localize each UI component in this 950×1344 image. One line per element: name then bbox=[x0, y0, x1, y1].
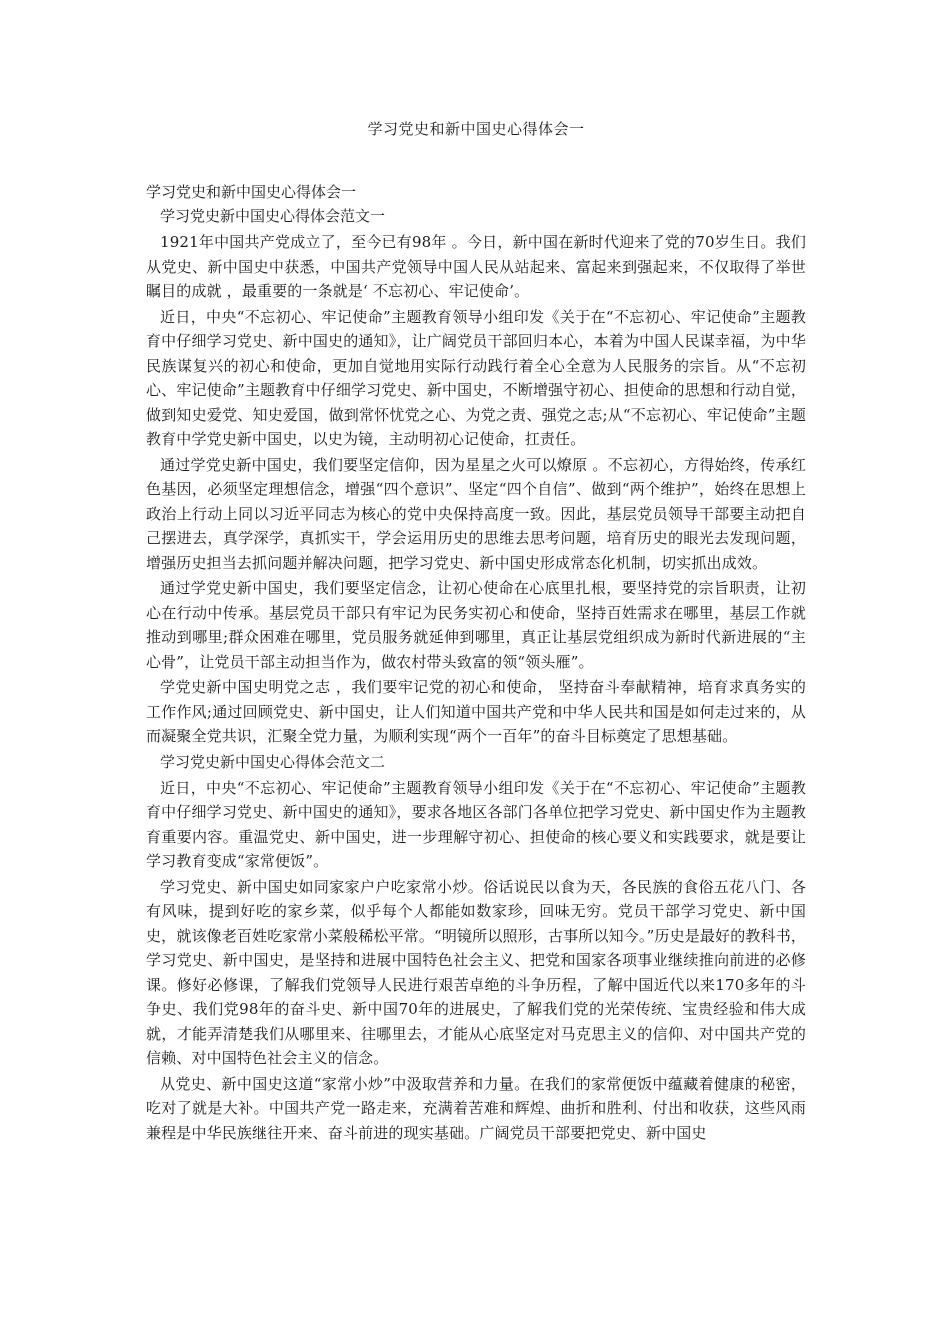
section-subtitle: 学习党史新中国史心得体会范文二 bbox=[160, 752, 386, 771]
document-page bbox=[146, 118, 806, 1146]
paragraph: 近日，中央“不忘初心、牢记使命”主题教育领导小组印发《关于在“不忘初心、牢记使命”主题教育中仔细学习党史、新中国史的通知》，要求各地区各部门各单位把学习党史、新中国史作为主题教育重要内容。重温党史、新中国史，进一步理解守初心、担使命的核心要义和实践要求，就是要让学习教育变成“家常便饭”。 bbox=[146, 778, 806, 870]
paragraph: 学党史新中国史明党之志 ，我们要牢记党的初心和使命， 坚持奋斗奉献精神，培育求真务实的工作作风;通过回顾党史、新中国史，让人们知道中国共产党和中华人民共和国是如何走过来的，从而凝聚全党共识，汇聚全党力量，为顺利实现“两个一百年”的奋斗目标奠定了思想基础。 bbox=[146, 678, 806, 745]
document-heading: 学习党史和新中国史心得体会一 bbox=[146, 183, 357, 201]
paragraph: 近日，中央“不忘初心、牢记使命”主题教育领导小组印发《关于在“不忘初心、牢记使命”主题教育中仔细学习党史、新中国史的通知》，让广阔党员干部回归本心，本着为中国人民谋幸福，为中华民族谋复兴的初心和使命，更加自觉地用实际行动践行着全心全意为人民服务的宗旨。从“不忘初心、牢记使命”主题教育中仔细学习党史、新中国史，不断增强守初心、担使命的思想和行动自觉，做到知史爱党、知史爱国，做到常怀忧党之心、为党之责、强党之志;从“不忘初心、牢记使命”主题教育中学党史新中国史，以史为镜，主动明初心记使命，扛责任。 bbox=[146, 307, 806, 448]
document-title: 学习党史和新中国史心得体会一 bbox=[367, 120, 585, 138]
paragraph: 从党史、新中国史这道“家常小炒”中汲取营养和力量。在我们的家常便饭中蕴藏着健康的秘密，吃对了就是大补。中国共产党一路走来，充满着苦难和辉煌、曲折和胜利、付出和收获，这些风雨兼程是中华民族继往开来、奋斗前进的现实基础。广阔党员干部要把党史、新中国史 bbox=[146, 1074, 806, 1142]
paragraph: 通过学党史新中国史，我们要坚定信念，让初心使命在心底里扎根，要坚持党的宗旨职责，让初心在行动中传承。基层党员干部只有牢记为民务实初心和使命，坚持百姓需求在哪里，基层工作就推动到哪里;群众困难在哪里，党员服务就延伸到哪里，真正让基层党组织成为新时代新进展的“主心骨”，让党员干部主动担当作为，做农村带头致富的领“领头雁”。 bbox=[146, 579, 806, 671]
paragraph: 学习党史、新中国史如同家家户户吃家常小炒。俗话说民以食为天，各民族的食俗五花八门、各有风味，提到好吃的家乡菜，似乎每个人都能如数家珍，回味无穷。党员干部学习党史、新中国史，就该像老百姓吃家常小菜般稀松平常。“明镜所以照形，古事所以知今。”历史是最好的教科书，学习党史、新中国史，是坚持和进展中国特色社会主义、把党和国家各项事业继续推向前进的必修课。修好必修课，了解我们党领导人民进行艰苦卓绝的斗争历程，了解中国近代以来170多年的斗争史、我们党98年的奋斗史、新中国70年的进展史，了解我们党的光荣传统、宝贵经验和伟大成就，才能弄清楚我们从哪里来、往哪里去，才能从心底坚定对马克思主义的信仰、对中国共产党的信赖、对中国特色社会主义的信念。 bbox=[146, 877, 806, 1067]
section-two bbox=[146, 750, 806, 1146]
section-one bbox=[146, 204, 806, 749]
section-subtitle: 学习党史新中国史心得体会范文一 bbox=[160, 207, 386, 225]
paragraph: 通过学党史新中国史，我们要坚定信仰，因为星星之火可以燎原 。不忘初心，方得始终，传承红色基因，必须坚定理想信念，增强“四个意识”、坚定“四个自信”、做到“两个维护”，始终在思想上政治上行动上同以习近平同志为核心的党中央保持高度一致。因此，基层党员领导干部要主动把自己摆进去，真学深学，真抓实干，学会运用历史的思维去思考问题，培育历史的眼光去发现问题，增强历史担当去抓问题并解决问题，把学习党史、新中国史形成常态化机制，切实抓出成效。 bbox=[146, 455, 806, 572]
paragraph: 1921年中国共产党成立了，至今已有98年 。今日，新中国在新时代迎来了党的70岁生日。我们从党史、新中国史中获悉，中国共产党领导中国人民从站起来、富起来到强起来，不仅取得了举世瞩目的成就 ，最重要的一条就是‘ 不忘初心、牢记使命’。 bbox=[146, 233, 806, 300]
